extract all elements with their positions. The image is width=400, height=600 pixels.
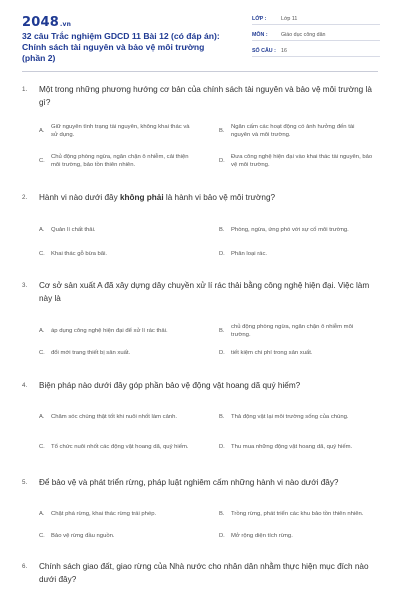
question-4	[22, 379, 382, 450]
option-text: chủ động phòng ngừa, ngăn chặn ô nhiễm môi trường.	[231, 323, 354, 338]
option-text: Bảo vệ rừng đầu nguồn.	[51, 532, 115, 539]
option-text: Thu mua những động vật hoang dã, quý hiếm.	[231, 443, 353, 450]
option-letter: A.	[39, 510, 45, 517]
answer-option-c[interactable]	[39, 151, 194, 171]
option-letter: D.	[219, 349, 225, 356]
option-text: Quản lí chất thải.	[51, 226, 96, 233]
option-letter: D.	[219, 532, 225, 539]
option-text: áp dụng công nghệ hiện đại để xử lí rác thải.	[51, 327, 168, 334]
question-header	[22, 83, 382, 109]
question-number: 4.	[22, 382, 28, 389]
answer-option-d[interactable]	[219, 531, 374, 541]
question-3	[22, 279, 382, 356]
option-text: Phòng, ngừa, ứng phó với sự cố môi trường.	[231, 226, 349, 233]
question-text	[39, 191, 382, 204]
option-letter: B.	[219, 327, 225, 334]
option-text: Chăm sóc chúng thật tốt khi nuôi nhốt làm cảnh.	[51, 413, 178, 420]
question-5	[22, 476, 382, 539]
logo-suffix: .vn	[59, 21, 72, 28]
option-text: Mở rộng diện tích rừng.	[231, 532, 293, 539]
question-header	[22, 560, 382, 586]
answer-option-d[interactable]	[219, 437, 374, 457]
option-letter: A.	[39, 127, 45, 134]
answer-option-b[interactable]	[219, 504, 374, 524]
answer-option-b[interactable]	[219, 121, 374, 141]
answer-option-c[interactable]	[39, 531, 194, 541]
document-header	[0, 0, 400, 68]
answer-option-a[interactable]	[39, 504, 194, 524]
option-letter: B.	[219, 413, 225, 420]
answer-option-a[interactable]	[39, 407, 194, 427]
meta-value: 16	[281, 48, 287, 54]
meta-value: Lớp 11	[281, 16, 298, 22]
answer-option-b[interactable]	[219, 407, 374, 427]
question-header	[22, 279, 382, 305]
option-letter: A.	[39, 413, 45, 420]
question-6	[22, 560, 382, 586]
question-header	[22, 379, 382, 392]
option-letter: A.	[39, 327, 45, 334]
option-text: Phân loại rác.	[231, 250, 268, 257]
option-letter: B.	[219, 127, 225, 134]
answer-option-a[interactable]	[39, 220, 194, 240]
question-text-emphasis: không phải	[119, 193, 164, 202]
question-text-part: là hành vi bảo vệ môi trường?	[163, 193, 276, 202]
question-number: 6.	[22, 563, 28, 570]
question-text-part: Một trong những phương hướng cơ bản của chính sách tài nguyên và bảo vệ môi trường là gì?	[39, 85, 372, 107]
answer-option-d[interactable]	[219, 249, 374, 259]
meta-key: MÔN :	[252, 32, 268, 38]
option-text: Giữ nguyên tình trạng tài nguyên, không khai thác và sử dụng.	[51, 123, 190, 138]
answer-option-c[interactable]	[39, 348, 194, 358]
question-text	[39, 560, 382, 586]
option-text: Đưa công nghệ hiện đại vào khai thác tài nguyên, bảo vệ môi trường.	[231, 153, 373, 168]
question-2	[22, 191, 382, 257]
question-text	[39, 83, 382, 109]
document-title: 32 câu Trắc nghiệm GDCD 11 Bài 12 (có đáp án): Chính sách tài nguyên và bảo vệ môi trường (phần 2)	[22, 31, 220, 63]
question-number: 2.	[22, 194, 28, 201]
option-letter: C.	[39, 443, 45, 450]
answer-option-d[interactable]	[219, 151, 374, 171]
question-header	[22, 191, 382, 204]
meta-key: SỐ CÂU :	[252, 48, 276, 54]
site-logo[interactable]	[22, 15, 71, 30]
option-text: Chặt phá rừng, khai thác rừng trái phép.	[51, 510, 157, 517]
question-text-part: Cơ sở sản xuất A đã xây dựng dây chuyền xử lí rác thải bằng công nghệ hiện đại. Việc làm này là	[39, 281, 370, 303]
question-text-part: Hành vi nào dưới đây	[39, 193, 120, 202]
option-letter: B.	[219, 226, 225, 233]
option-text: tiết kiệm chi phí trong sản xuất.	[231, 349, 313, 356]
question-number: 1.	[22, 86, 28, 93]
answer-option-b[interactable]	[219, 321, 374, 341]
answer-option-b[interactable]	[219, 220, 374, 240]
option-letter: C.	[39, 250, 45, 257]
header-divider	[22, 71, 378, 72]
option-text: Khai thác gỗ bừa bãi.	[51, 250, 108, 257]
question-text	[39, 279, 382, 305]
question-text	[39, 476, 382, 489]
answer-option-d[interactable]	[219, 348, 374, 358]
option-letter: D.	[219, 250, 225, 257]
question-number: 3.	[22, 282, 28, 289]
option-letter: C.	[39, 349, 45, 356]
answer-option-a[interactable]	[39, 121, 194, 141]
question-text-part: Chính sách giao đất, giao rừng của Nhà nước cho nhân dân nhằm thực hiện mục đích nào dưới đây?	[39, 562, 369, 584]
question-header	[22, 476, 382, 489]
question-text-part: Biện pháp nào dưới đây góp phần bảo vệ động vật hoang dã quý hiếm?	[39, 381, 301, 390]
option-letter: B.	[219, 510, 225, 517]
option-text: đổi mới trang thiết bị sản xuất.	[51, 349, 131, 356]
meta-row-class	[252, 14, 380, 25]
meta-key: LỚP :	[252, 16, 267, 22]
option-letter: D.	[219, 157, 225, 164]
option-letter: D.	[219, 443, 225, 450]
meta-info	[252, 14, 380, 62]
option-text: Thả động vật lại môi trường sống của chúng.	[231, 413, 349, 420]
option-letter: C.	[39, 532, 45, 539]
option-text: Trồng rừng, phát triển các khu bảo tồn thiên nhiên.	[231, 510, 364, 517]
option-text: Tổ chức nuôi nhốt các động vật hoang dã, quý hiếm.	[51, 443, 189, 450]
option-text: Ngăn cấm các hoạt động có ảnh hưởng đến tài nguyên và môi trường.	[231, 123, 355, 138]
meta-value: Giáo dục công dân	[281, 32, 326, 38]
meta-row-subject	[252, 30, 380, 41]
question-number: 5.	[22, 479, 28, 486]
meta-row-count	[252, 46, 380, 57]
answer-option-c[interactable]	[39, 437, 194, 457]
question-text	[39, 379, 382, 392]
option-letter: C.	[39, 157, 45, 164]
question-text-part: Để bảo vệ và phát triển rừng, pháp luật nghiêm cấm những hành vi nào dưới đây?	[39, 478, 339, 487]
logo-text: 2048	[22, 15, 59, 30]
option-text: Chủ động phòng ngừa, ngăn chặn ô nhiễm, cải thiện môi trường, bảo tồn thiên nhiên.	[51, 153, 189, 168]
answer-option-a[interactable]	[39, 321, 194, 341]
answer-option-c[interactable]	[39, 249, 194, 259]
question-1	[22, 83, 382, 168]
option-letter: A.	[39, 226, 45, 233]
